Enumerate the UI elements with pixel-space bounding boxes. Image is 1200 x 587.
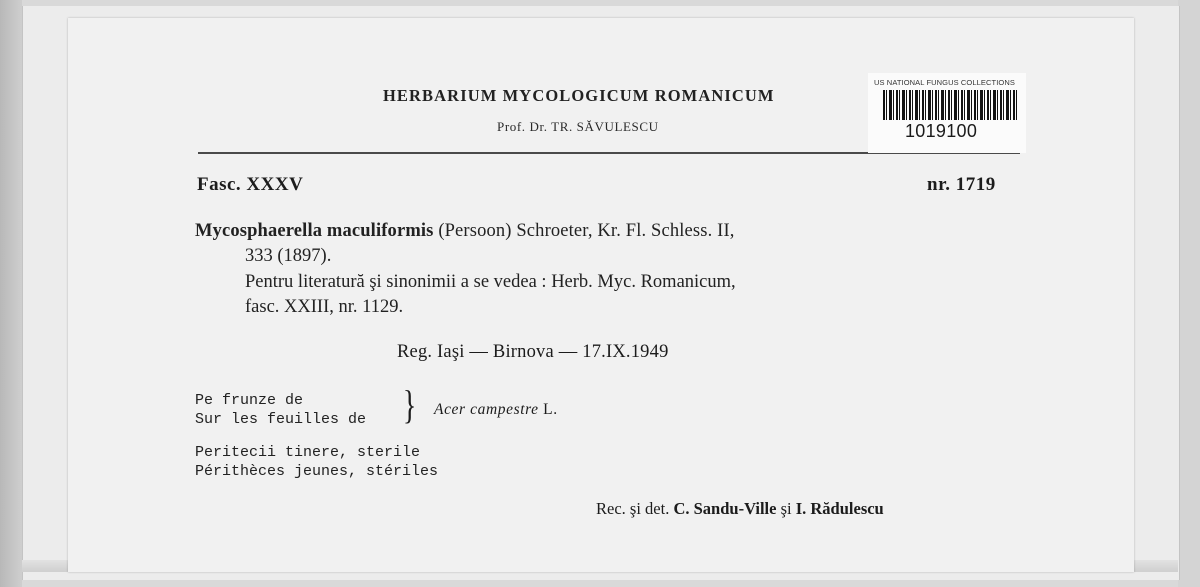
collector-join: şi [780, 499, 792, 518]
species-name: Mycosphaerella maculiformis [195, 221, 434, 241]
herbarium-title: HERBARIUM MYCOLOGICUM ROMANICUM [383, 86, 775, 105]
backdrop-left [0, 0, 22, 587]
fascicle: Fasc. XXXV [197, 174, 304, 195]
backdrop-right [1178, 0, 1200, 587]
citation-line-1: (Persoon) Schroeter, Kr. Fl. Schless. II, [438, 221, 735, 241]
literature-line-1: Pentru literatură şi sinonimii a se vedea : Herb. Myc. Romanicum, [245, 272, 736, 292]
barcode-caption: US NATIONAL FUNGUS COLLECTIONS [874, 78, 1015, 87]
substrate-fr: Sur les feuilles de [195, 411, 367, 428]
species-line [195, 221, 735, 242]
note-ro: Peritecii tinere, sterile [195, 444, 421, 461]
barcode-number: 1019100 [905, 121, 978, 141]
literature-line-2: fasc. XXIII, nr. 1129. [245, 297, 404, 317]
host-author: L. [543, 401, 558, 418]
citation-line-2: 333 (1897). [245, 246, 332, 266]
locality-date: Reg. Iaşi — Birnova — 17.IX.1949 [397, 342, 669, 362]
brace: } [402, 382, 417, 427]
collector-2: I. Rădulescu [795, 499, 884, 518]
barcode-icon [883, 90, 1017, 120]
collector-prefix: Rec. şi det. [596, 499, 670, 518]
editor-line: Prof. Dr. TR. SĂVULESCU [497, 119, 659, 134]
collector-line [596, 499, 884, 519]
note-fr: Périthèces jeunes, stériles [195, 463, 439, 480]
specimen-number: nr. 1719 [927, 174, 996, 195]
host-name: Acer campestre [434, 401, 539, 418]
collector-1: C. Sandu-Ville [673, 499, 777, 518]
host-plant [434, 401, 558, 419]
substrate-ro: Pe frunze de [195, 392, 304, 409]
